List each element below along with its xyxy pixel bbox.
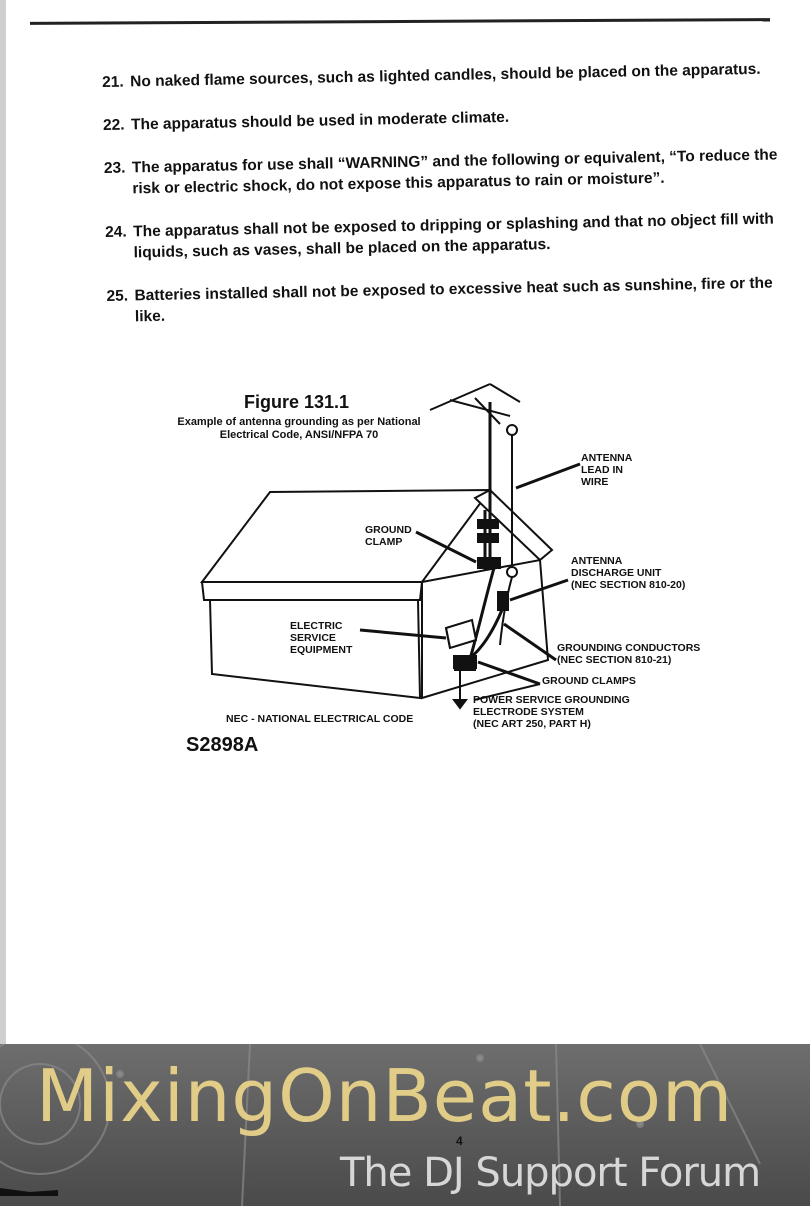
instruction-item <box>105 208 796 264</box>
label-grounding-conductors: GROUNDING CONDUCTORS (NEC SECTION 810-21) <box>557 642 701 666</box>
roof-edge <box>202 582 422 600</box>
model-number: S2898A <box>186 734 259 756</box>
instruction-number: 25. <box>106 287 129 305</box>
instruction-text: The apparatus for use shall “WARNING” and the following or equivalent, “To reduce the risk or electric shock, do not expose this apparatus to rain or moisture”. <box>131 146 778 198</box>
label-electric-service: ELECTRIC SERVICE EQUIPMENT <box>290 620 353 656</box>
label-power-service: POWER SERVICE GROUNDING ELECTRODE SYSTEM (NEC ART 250, PART H) <box>473 694 630 730</box>
instruction-item <box>102 58 792 93</box>
instruction-text: The apparatus shall not be exposed to dripping or splashing and that no object fill with liquids, such as vases, shall be placed on the apparatus. <box>133 210 774 262</box>
instruction-text: Batteries installed shall not be exposed to excessive heat such as sunshine, fire or the like. <box>134 274 773 326</box>
label-ground-clamp: GROUND CLAMP <box>365 524 412 548</box>
instruction-number: 21. <box>102 73 124 91</box>
instruction-item <box>103 101 793 136</box>
label-discharge-unit: ANTENNA DISCHARGE UNIT (NEC SECTION 810-20) <box>571 555 686 591</box>
instruction-number: 23. <box>103 159 126 177</box>
instruction-number: 24. <box>105 223 127 241</box>
figure-subtitle: Example of antenna grounding as per National Electrical Code, ANSI/NFPA 70 <box>177 416 421 441</box>
label-antenna-lead: ANTENNA LEAD IN WIRE <box>581 452 633 488</box>
page-number: 4 <box>456 1134 463 1148</box>
scan-edge <box>0 0 6 1206</box>
instruction-text: The apparatus should be used in moderate climate. <box>130 108 510 134</box>
instruction-item <box>104 144 795 200</box>
lead-wire-insulator <box>507 425 517 435</box>
scan-corner-mark <box>0 1186 58 1198</box>
label-nec-note: NEC - NATIONAL ELECTRICAL CODE <box>226 713 414 725</box>
roof-front <box>202 490 490 582</box>
safety-instructions-list <box>102 58 797 350</box>
footer-watermark-banner <box>0 1044 810 1206</box>
instruction-item <box>106 272 797 328</box>
antenna-element <box>430 384 490 410</box>
figure-title: Figure 131.1 <box>244 392 350 412</box>
ground-clamps-block <box>454 656 476 668</box>
header-rule <box>30 18 770 25</box>
brand-watermark: MixingOnBeat.com <box>36 1054 734 1138</box>
label-ground-clamps: GROUND CLAMPS <box>542 675 636 687</box>
tagline-watermark: The DJ Support Forum <box>340 1150 761 1196</box>
discharge-unit <box>498 592 508 610</box>
antenna-grounding-figure <box>160 370 760 770</box>
instruction-text: No naked flame sources, such as lighted candles, should be placed on the apparatus. <box>130 60 761 91</box>
standoff-bracket <box>478 520 498 528</box>
instruction-number: 22. <box>102 116 125 134</box>
side-wall <box>422 560 548 698</box>
pointer-lead-in <box>516 464 580 488</box>
